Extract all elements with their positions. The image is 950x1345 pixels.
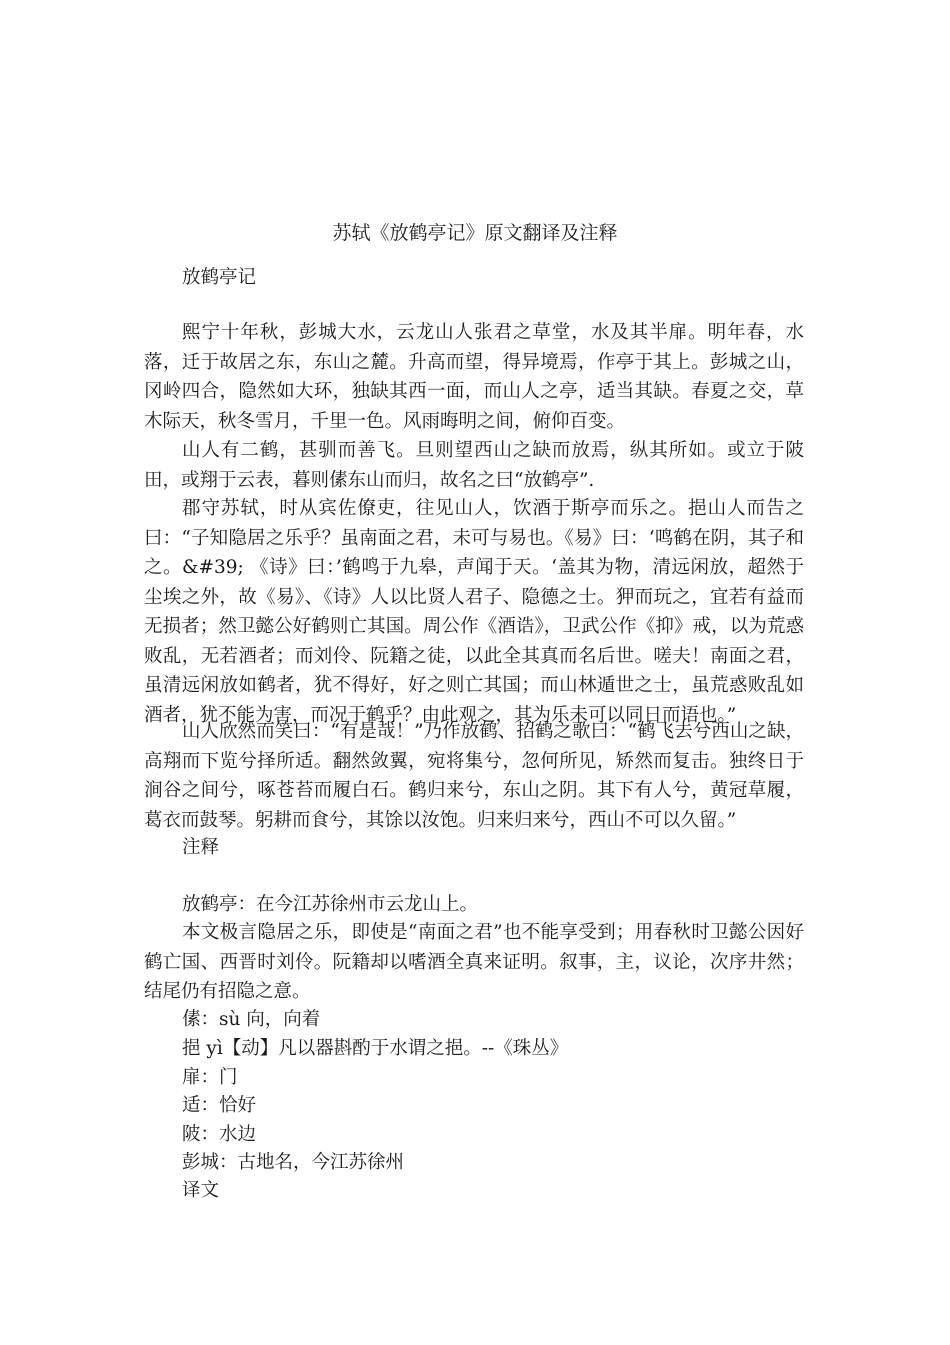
- paragraph-4: 山人欣然而笑曰：“有是哉！”乃作放鹤、招鹤之歌曰：“鹤飞去兮西山之缺，高翔而下览兮择所适。翻然敛翼，宛将集兮，忽何所见，矫然而复击。独终日于涧谷之间兮，啄苍苔而履白石。鹤归来兮，东山之阴。其下有人兮，黄冠草履，葛衣而鼓琴。躬耕而食兮，其馀以汝饱。归来归来兮，西山不可以久留。”: [144, 721, 804, 831]
- translation-heading: 译文: [182, 1180, 220, 1201]
- glossary-item: 扉：门: [182, 1067, 238, 1088]
- glossary-item: 傃：sù 向，向着: [182, 1009, 321, 1030]
- note-location: 放鹤亭：在今江苏徐州市云龙山上。: [182, 894, 479, 915]
- glossary-item: 挹 yì【动】凡以器斟酌于水谓之挹。--《珠丛》: [182, 1038, 569, 1059]
- paragraph-3: 郡守苏轼，时从宾佐僚吏，往见山人，饮酒于斯亭而乐之。挹山人而告之曰：“子知隐居之乐乎？虽南面之君，未可与易也。《易》曰：‘鸣鹤在阴，其子和之。&#39; 《诗》曰：’鹤鸣于九皋，声闻于天。‘盖其为物，清远闲放，超然于尘埃之外，故《易》、《诗》人以比贤人君子、隐德之士。狎而玩之，宜若有益而无损者；然卫懿公好鹤则亡其国。周公作《酒诰》，卫武公作《抑》戒，以为荒惑败乱，无若酒者；而刘伶、阮籍之徒，以此全其真而名后世。嗟夫！南面之君，虽清远闲放如鹤者，犹不得好，好之则亡其国；而山林遁世之士，虽荒惑败乱如酒者，犹不能为害，而况于鹤乎？由此观之，其为乐未可以同日而语也。”: [144, 498, 804, 726]
- glossary-item: 彭城：古地名，今江苏徐州: [182, 1152, 405, 1173]
- paragraph-2: 山人有二鹤，甚驯而善飞。旦则望西山之缺而放焉，纵其所如。或立于陂田，或翔于云表，暮则傃东山而归，故名之曰“放鹤亭”.: [144, 440, 804, 491]
- paragraph-1: 熙宁十年秋，彭城大水，云龙山人张君之草堂，水及其半扉。明年春，水落，迁于故居之东，东山之麓。升高而望，得异境焉，作亭于其上。彭城之山，冈岭四合，隐然如大环，独缺其西一面，而山人之亭，适当其缺。春夏之交，草木际天，秋冬雪月，千里一色。风雨晦明之间，俯仰百变。: [144, 322, 804, 432]
- essay-subtitle: 放鹤亭记: [182, 267, 257, 288]
- document-title: 苏轼《放鹤亭记》原文翻译及注释: [332, 222, 618, 244]
- glossary-item: 适：恰好: [182, 1095, 257, 1116]
- note-summary: 本文极言隐居之乐，即使是“南面之君”也不能享受到；用春秋时卫懿公因好鹤亡国、西晋时刘伶。阮籍却以嗜酒全真来证明。叙事，主，议论，次序井然；结尾仍有招隐之意。: [144, 922, 804, 1002]
- notes-heading: 注释: [182, 837, 220, 858]
- glossary-item: 陂：水边: [182, 1124, 257, 1145]
